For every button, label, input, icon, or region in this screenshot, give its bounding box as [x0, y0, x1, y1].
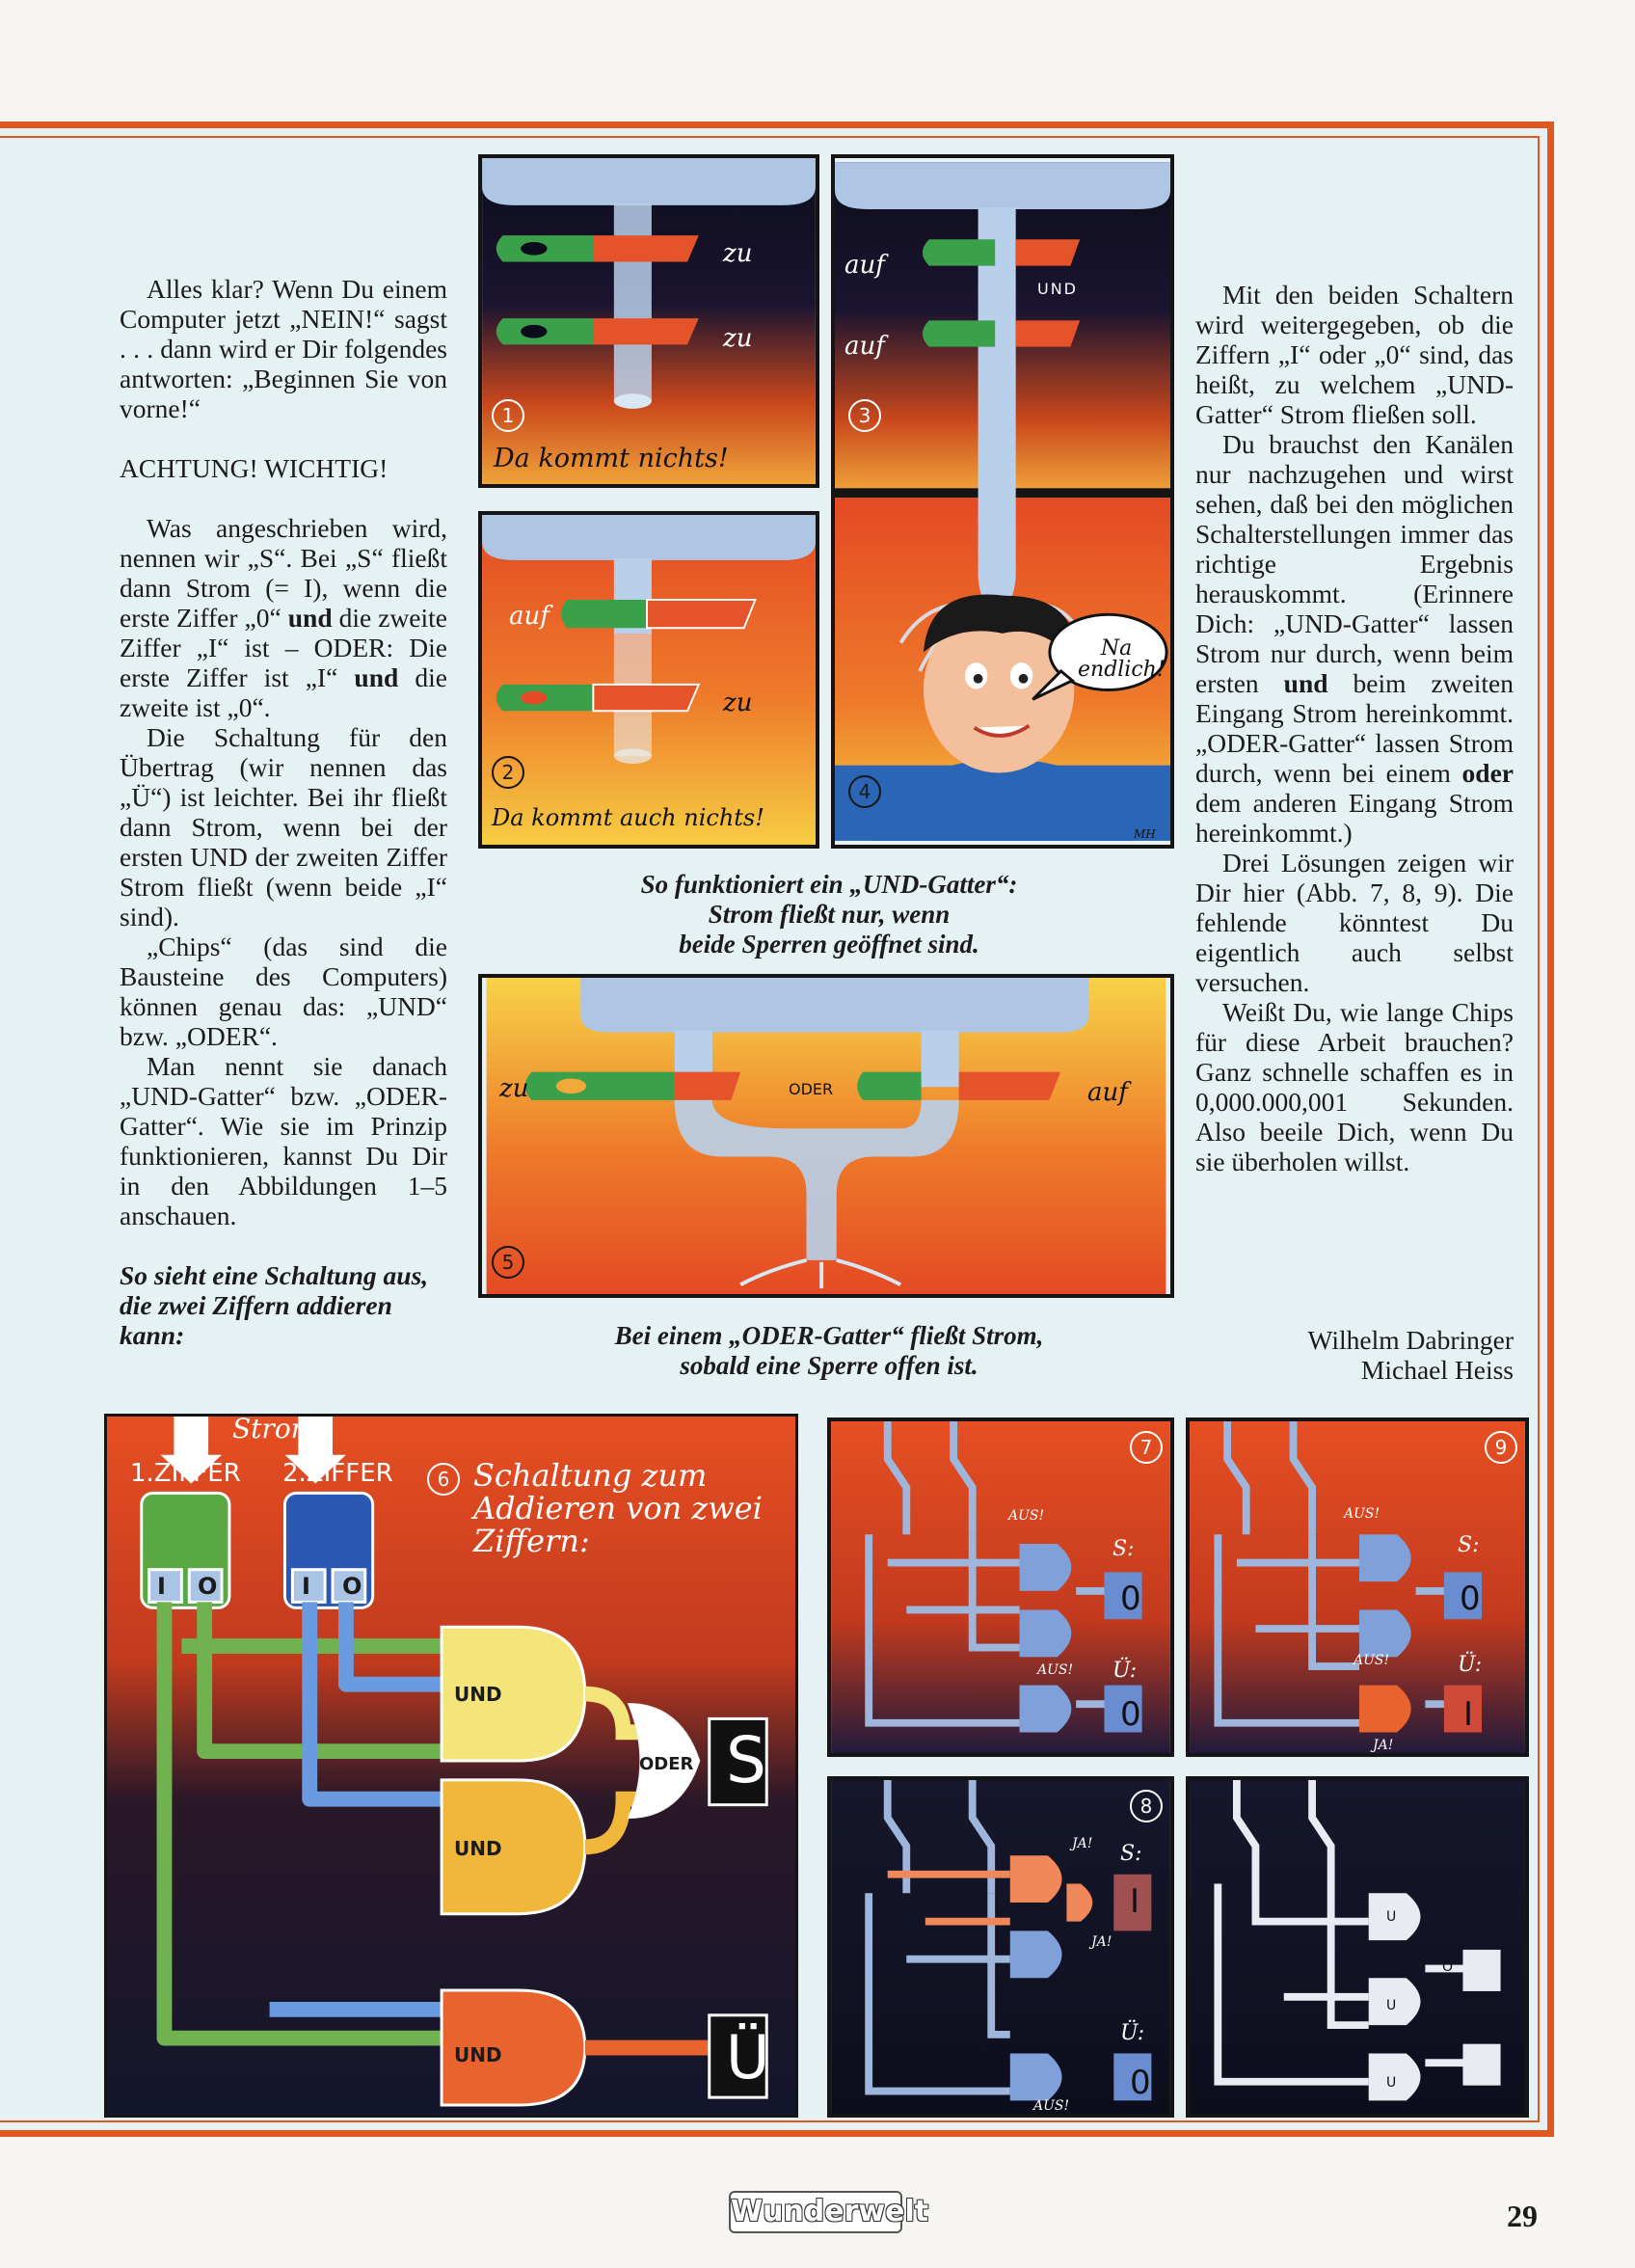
authors — [1195, 1325, 1514, 1385]
panel-number: 4 — [848, 775, 881, 808]
panel-1 — [478, 154, 819, 488]
panel-number: 3 — [848, 399, 881, 432]
panel-caption: Da kommt auch nichts! — [492, 804, 764, 831]
panel-5-illustration — [482, 978, 1170, 1294]
label-zu: zu — [723, 239, 753, 268]
output-s-value: 0 — [1460, 1580, 1481, 1618]
caption-oder-gatter: Bei einem „ODER-Gatter“ fließt Strom, sobald eine Sperre offen ist. — [614, 1321, 1044, 1380]
label-u: Ü: — [1112, 1659, 1138, 1683]
output-u-value: 0 — [1120, 1695, 1141, 1734]
author-name: Wilhelm Dabringer — [1307, 1325, 1514, 1355]
output-s-value: 0 — [1120, 1580, 1141, 1618]
paragraph: Du brauchst den Kanälen nur nachzugehen und wirst sehen, daß bei den möglichen Schalterstellungen immer das richtige Ergebnis herauskommt. (Erinnere Dich: „UND-Gatter“ lassen Strom nur durch, wenn beim ersten und beim zweiten Eingang Strom hereinkommt. „ODER-Gatter“ lassen Strom durch, wenn bei einem oder dem anderen Eingang Strom hereinkommt.) — [1195, 429, 1514, 848]
heading-achtung: ACHTUNG! WICHTIG! — [120, 453, 389, 483]
gate-label: U — [1386, 1909, 1397, 1925]
gate-label: U — [1386, 2075, 1397, 2091]
panel-9 — [1186, 1418, 1529, 1757]
panel-number: 6 — [427, 1463, 460, 1496]
signature: MH — [1134, 827, 1156, 841]
panel-3-4-illustration — [835, 158, 1170, 845]
output-u-value: 0 — [1130, 2064, 1151, 2102]
gate-label: U — [1386, 1998, 1397, 2013]
panel-number: 7 — [1130, 1431, 1163, 1464]
label-strom: Strom — [232, 1414, 317, 1444]
label-aus: AUS! — [1344, 1506, 1380, 1522]
bit-label: I — [302, 1573, 310, 1600]
paragraph: Weißt Du, wie lange Chips für diese Arbeit brauchen? Ganz schnelle schaffen es in 0,000.000,001 Sekunden. Also beeile Dich, wenn Du sie überholen willst. — [1195, 997, 1514, 1176]
gate-label: O — [1442, 1959, 1454, 1975]
panel-title: Schaltung zum Addieren von zwei Ziffern: — [473, 1457, 763, 1559]
panel-1-illustration — [482, 158, 816, 484]
label-zu: zu — [723, 688, 753, 717]
paragraph: Man nennt sie danach „UND-Gatter“ bzw. „ODER-Gatter“. Wie sie im Prinzip funktionieren, kannst Du Dir in den Abbildungen 1–5 anschauen. — [120, 1051, 447, 1230]
paragraph: „Chips“ (das sind die Bausteine des Computers) können genau das: „UND“ bzw. „ODER“. — [120, 932, 447, 1051]
panel-2-illustration — [482, 515, 816, 845]
label-s: S: — [1458, 1533, 1480, 1557]
label-s: S: — [1112, 1537, 1135, 1561]
gate-label: UND — [1037, 280, 1078, 298]
label-auf: auf — [1087, 1078, 1128, 1107]
panel-7 — [827, 1418, 1174, 1757]
bit-label: O — [198, 1573, 218, 1600]
author-name: Michael Heiss — [1360, 1355, 1514, 1385]
label-zu: zu — [499, 1074, 529, 1103]
panel-10 — [1186, 1776, 1529, 2118]
label-aus: AUS! — [1033, 2098, 1070, 2114]
brand-logo: Wunderwelt — [729, 2191, 902, 2233]
gate-und-label: UND — [454, 1837, 502, 1860]
label-auf: auf — [844, 332, 885, 361]
panel-number: 9 — [1485, 1431, 1517, 1464]
paragraph: Die Schaltung für den Übertrag (wir nennen das „Ü“) ist leichter. Bei ihr fließt dann Strom, wenn bei der ersten UND der zweiten Ziffer Strom fließt (wenn beide „I“ sind). — [120, 722, 447, 932]
label-u: Ü: — [1458, 1653, 1483, 1677]
paragraph: Mit den beiden Schaltern wird weitergegeben, ob die Ziffern „I“ oder „0“ sind, das heißt, zu welchem „UND-Gatter“ Strom fließen soll. — [1195, 280, 1514, 429]
gate-und-label: UND — [454, 1683, 502, 1706]
panel-10-circuit — [1190, 1780, 1525, 2114]
gate-und-label: UND — [454, 2043, 502, 2066]
label-zu: zu — [723, 324, 753, 353]
label-ja: JA! — [1091, 1934, 1112, 1950]
panel-5 — [478, 974, 1174, 1298]
right-text-column — [1195, 280, 1514, 1176]
label-aus: AUS! — [1037, 1662, 1074, 1678]
panel-number: 1 — [492, 399, 524, 432]
label-u: Ü: — [1120, 2021, 1145, 2045]
output-u-value: I — [1463, 1695, 1474, 1734]
label-s: S: — [1120, 1842, 1142, 1866]
left-text-column — [120, 274, 447, 1350]
panel-caption: Da kommt nichts! — [494, 444, 729, 473]
gate-label: ODER — [789, 1080, 834, 1098]
label-aus: AUS! — [1354, 1653, 1390, 1668]
label-ja: JA! — [1072, 1836, 1093, 1851]
panel-6 — [104, 1414, 798, 2118]
bit-label: I — [157, 1573, 166, 1600]
panel-3-4 — [831, 154, 1174, 849]
label-auf: auf — [844, 251, 885, 280]
paragraph: Alles klar? Wenn Du einem Computer jetzt „NEIN!“ sagst . . . dann wird er Dir folgendes antworten: „Beginnen Sie von vorne!“ — [120, 274, 447, 423]
panel-2 — [478, 511, 819, 849]
label-aus: AUS! — [1008, 1508, 1045, 1524]
speech-bubble: Na endlich! — [1078, 636, 1166, 682]
gate-oder-label: ODER — [639, 1754, 694, 1774]
label-ja: JA! — [1373, 1738, 1394, 1753]
panel-8-circuit — [831, 1780, 1170, 2114]
paragraph-italic: So sieht eine Schaltung aus, die zwei Ziffern addieren kann: — [120, 1260, 429, 1350]
paragraph: Drei Lösungen zeigen wir Dir hier (Abb. 7, 8, 9). Die fehlende könntest Du eigentlich auch selbst versuchen. — [1195, 848, 1514, 997]
output-u: Ü — [726, 2022, 770, 2092]
paragraph: Was angeschrieben wird, nennen wir „S“. Bei „S“ fließt dann Strom (= I), wenn die erste Ziffer „0“ und die zweite Ziffer „I“ ist – ODER: Die erste Ziffer ist „I“ und die zweite ist „0“. — [120, 513, 448, 722]
panel-number: 8 — [1130, 1790, 1163, 1822]
bit-label: O — [342, 1573, 362, 1600]
page-number: 29 — [1507, 2199, 1538, 2233]
panel-8 — [827, 1776, 1174, 2118]
panel-number: 5 — [492, 1246, 524, 1279]
label-ziffer-1: 1.ZIFFER — [130, 1459, 241, 1488]
panel-number: 2 — [492, 756, 524, 789]
output-s-value: I — [1130, 1882, 1140, 1921]
output-s: S — [726, 1723, 766, 1797]
caption-und-gatter: So funktioniert ein „UND-Gatter“: Strom fließt nur, wenn beide Sperren geöffnet sind. — [640, 870, 1018, 958]
label-ziffer-2: 2.ZIFFER — [282, 1459, 393, 1488]
label-auf: auf — [509, 602, 549, 631]
